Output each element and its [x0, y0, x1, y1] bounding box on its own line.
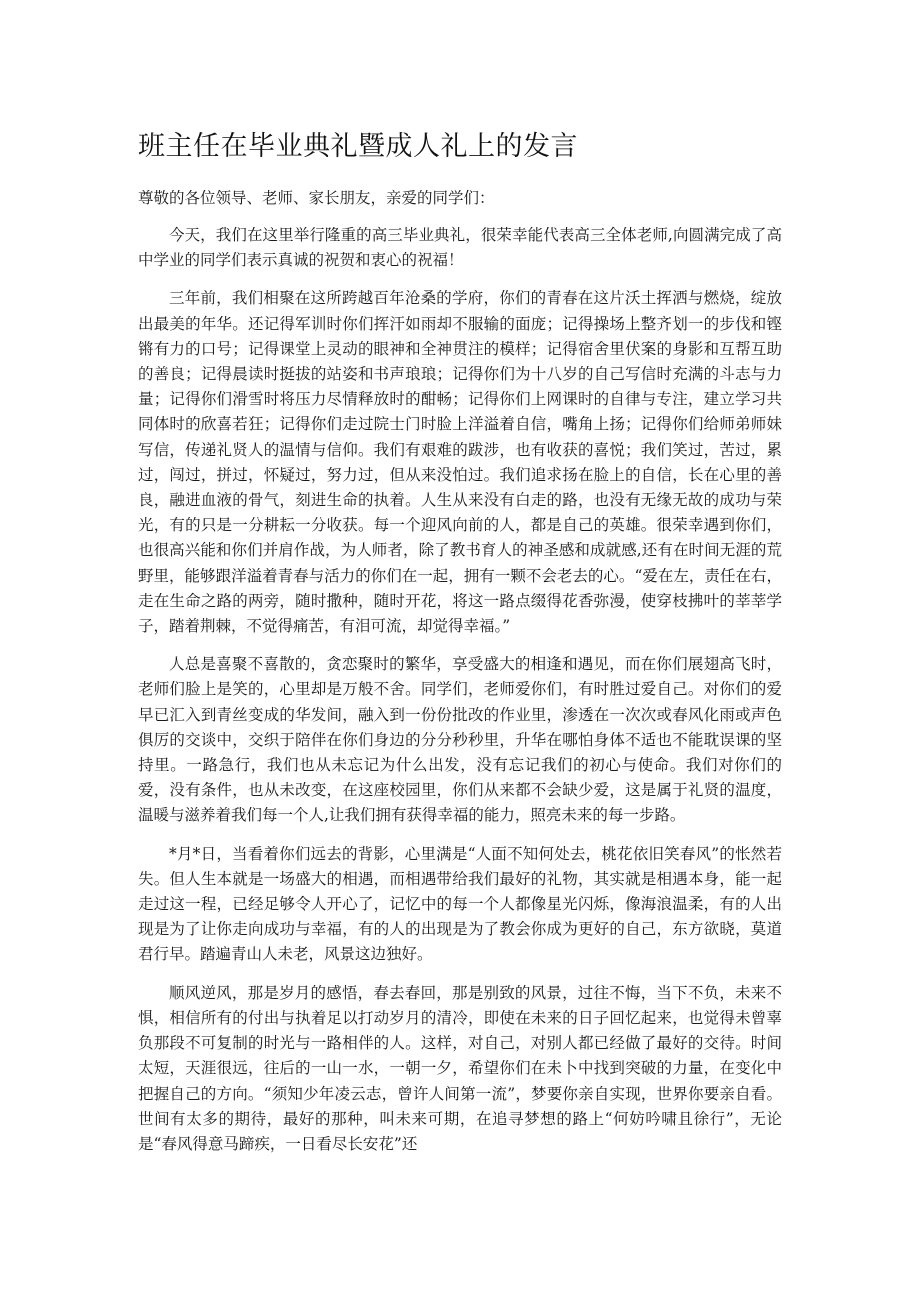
- document-page: [138, 128, 782, 1170]
- paragraph-memories: 三年前，我们相聚在这所跨越百年沧桑的学府，你们的青春在这片沃土挥洒与燃烧，绽放出最美的年华。还记得军训时你们挥汗如雨却不服输的面庞；记得操场上整齐划一的步伐和铿锵有力的口号；记得课堂上灵动的眼神和全神贯注的模样；记得宿舍里伏案的身影和互帮互助的善良；记得晨读时挺拔的站姿和书声琅琅；记得你们为十八岁的自己写信时充满的斗志与力量；记得你们滑雪时将压力尽情释放时的酣畅；记得你们上网课时的自律与专注，建立学习共同体时的欣喜若狂；记得你们走过院士门时脸上洋溢着自信，嘴角上扬；记得你们给师弟师妹写信，传递礼贤人的温情与信仰。我们有艰难的跋涉，也有收获的喜悦；我们笑过，苦过，累过，闯过，拼过，怀疑过，努力过，但从来没怕过。我们追求扬在脸上的自信，长在心里的善良，融进血液的骨气，刻进生命的执着。人生从来没有白走的路，也没有无缘无故的成功与荣光，有的只是一分耕耘一分收获。每一个迎风向前的人，都是自己的英雄。很荣幸遇到你们，也很高兴能和你们并肩作战，为人师者，除了教书育人的神圣感和成就感,还有在时间无涯的荒野里，能够跟洋溢着青春与活力的你们在一起，拥有一颗不会老去的心。“爱在左，责任在右，走在生命之路的两旁，随时撒种，随时开花，将这一路点缀得花香弥漫，使穿枝拂叶的莘莘学子，踏着荆棘，不觉得痛苦，有泪可流，却觉得幸福。”: [138, 289, 782, 636]
- salutation: 尊敬的各位领导、老师、家长朋友，亲爱的同学们：: [138, 189, 495, 207]
- document-title: 班主任在毕业典礼暨成人礼上的发言: [138, 131, 578, 162]
- paragraph-opening: 今天，我们在这里举行隆重的高三毕业典礼，很荣幸能代表高三全体老师,向圆满完成了高中学业的同学们表示真诚的祝贺和衷心的祝福！: [138, 226, 782, 270]
- paragraph-teachers-love: 人总是喜聚不喜散的，贪恋聚时的繁华，享受盛大的相逢和遇见，而在你们展翅高飞时，老师们脸上是笑的，心里却是万般不舍。同学们，老师爱你们，有时胜过爱自己。对你们的爱早已汇入到青丝变成的华发间，融入到一份份批改的作业里，渗透在一次次或春风化雨或声色俱厉的交谈中，交织于陪伴在你们身边的分分秒秒里，升华在哪怕身体不适也不能耽误课的坚持里。一路急行，我们也从未忘记为什么出发，没有忘记我们的初心与使命。我们对你们的爱，没有条件，也从未改变，在这座校园里，你们从来都不会缺少爱，这是属于礼贤的温度，温暖与滋养着我们每一个人,让我们拥有获得幸福的能力，照亮未来的每一步路。: [138, 655, 782, 825]
- paragraph-future: 顺风逆风，那是岁月的感悟，春去春回，那是别致的风景，过往不悔，当下不负，未来不惧，相信所有的付出与执着足以打动岁月的清冷，即使在未来的日子回忆起来，也觉得未曾辜负那段不可复制的时光与一路相伴的人。这样，对自己，对别人都已经做了最好的交待。时间太短，天涯很远，往后的一山一水，一朝一夕，希望你们在未卜中找到突破的力量，在变化中把握自己的方向。“须知少年凌云志，曾许人间第一流”，梦要你亲自实现，世界你要亲自看。世间有太多的期待，最好的那种，叫未来可期，在追寻梦想的路上“何妨吟啸且徐行”，无论是“春风得意马蹄疾，一日看尽长安花”还: [138, 983, 782, 1153]
- paragraph-farewell: *月*日，当看着你们远去的背影，心里满是“人面不知何处去，桃花依旧笑春风”的怅然若失。但人生本就是一场盛大的相遇，而相遇带给我们最好的礼物，其实就是相遇本身，能一起走过这一程，已经足够令人开心了，记忆中的每一个人都像星光闪烁，像海浪温柔，有的人出现是为了让你走向成功与幸福，有的人的出现是为了教会你成为更好的自己，东方欲晓，莫道君行早。踏遍青山人未老，风景这边独好。: [138, 844, 782, 964]
